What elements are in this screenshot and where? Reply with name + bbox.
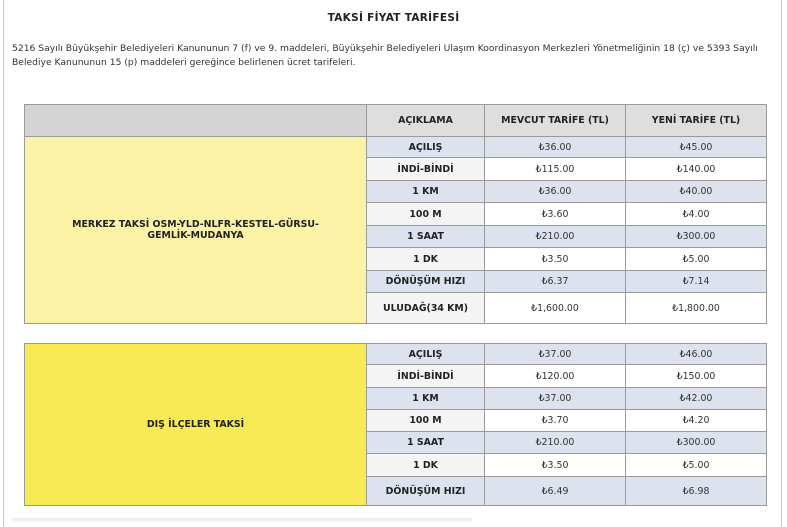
current-fare-value: ₺210.00 bbox=[485, 226, 626, 248]
tariff-row bbox=[25, 344, 767, 365]
current-fare-value: ₺3.70 bbox=[485, 410, 626, 432]
new-fare-value: ₺4.00 bbox=[626, 203, 767, 226]
new-fare-value: ₺46.00 bbox=[626, 344, 767, 365]
fare-item-label: 1 KM bbox=[367, 388, 485, 410]
taxi-zone-name: DIŞ İLÇELER TAKSİ bbox=[25, 344, 367, 506]
new-fare-value: ₺5.00 bbox=[626, 454, 767, 477]
intro-paragraph: 5216 Sayılı Büyükşehir Belediyeleri Kanununun 7 (f) ve 9. maddeleri, Büyükşehir Belediyeleri Ulaşım Koordinasyon Merkezleri Yönetmeliğinin 18 (ç) ve 5393 Sayılı Belediye Kanununun 15 (p) maddeleri gereğince belirlenen ücret tarifeleri. bbox=[12, 43, 758, 68]
fare-item-label: 100 M bbox=[367, 203, 485, 226]
fare-item-label: AÇILIŞ bbox=[367, 137, 485, 158]
current-fare-value: ₺6.49 bbox=[485, 477, 626, 506]
new-fare-value: ₺4.20 bbox=[626, 410, 767, 432]
footer-text-line bbox=[12, 518, 472, 522]
new-fare-value: ₺1,800.00 bbox=[626, 293, 767, 324]
current-fare-value: ₺36.00 bbox=[485, 181, 626, 203]
spacer-cell bbox=[25, 324, 767, 344]
group-spacer-row bbox=[25, 324, 767, 344]
new-fare-value: ₺42.00 bbox=[626, 388, 767, 410]
new-fare-value: ₺40.00 bbox=[626, 181, 767, 203]
current-fare-value: ₺36.00 bbox=[485, 137, 626, 158]
taxi-zone-name: MERKEZ TAKSİ OSM-YLD-NLFR-KESTEL-GÜRSU-GEMLİK-MUDANYA bbox=[25, 137, 367, 324]
header-current-tariff: MEVCUT TARİFE (TL) bbox=[485, 105, 626, 137]
fare-item-label: DÖNÜŞÜM HIZI bbox=[367, 271, 485, 293]
fare-item-label: 1 KM bbox=[367, 181, 485, 203]
fare-item-label: AÇILIŞ bbox=[367, 344, 485, 365]
fare-item-label: İNDİ-BİNDİ bbox=[367, 365, 485, 388]
current-fare-value: ₺37.00 bbox=[485, 344, 626, 365]
current-fare-value: ₺37.00 bbox=[485, 388, 626, 410]
header-blank-cell bbox=[25, 105, 367, 137]
current-fare-value: ₺115.00 bbox=[485, 158, 626, 181]
fare-item-label: DÖNÜŞÜM HIZI bbox=[367, 477, 485, 506]
header-new-tariff: YENİ TARİFE (TL) bbox=[626, 105, 767, 137]
fare-item-label: ULUDAĞ(34 KM) bbox=[367, 293, 485, 324]
current-fare-value: ₺3.50 bbox=[485, 454, 626, 477]
fare-item-label: 1 DK bbox=[367, 454, 485, 477]
tariff-row bbox=[25, 137, 767, 158]
new-fare-value: ₺300.00 bbox=[626, 432, 767, 454]
current-fare-value: ₺3.50 bbox=[485, 248, 626, 271]
current-fare-value: ₺6.37 bbox=[485, 271, 626, 293]
new-fare-value: ₺45.00 bbox=[626, 137, 767, 158]
new-fare-value: ₺5.00 bbox=[626, 248, 767, 271]
fare-item-label: 1 SAAT bbox=[367, 432, 485, 454]
fare-item-label: İNDİ-BİNDİ bbox=[367, 158, 485, 181]
current-fare-value: ₺210.00 bbox=[485, 432, 626, 454]
current-fare-value: ₺3.60 bbox=[485, 203, 626, 226]
current-fare-value: ₺120.00 bbox=[485, 365, 626, 388]
fare-item-label: 1 SAAT bbox=[367, 226, 485, 248]
fare-item-label: 100 M bbox=[367, 410, 485, 432]
new-fare-value: ₺140.00 bbox=[626, 158, 767, 181]
new-fare-value: ₺7.14 bbox=[626, 271, 767, 293]
new-fare-value: ₺300.00 bbox=[626, 226, 767, 248]
fare-item-label: 1 DK bbox=[367, 248, 485, 271]
page-title: TAKSİ FİYAT TARİFESİ bbox=[327, 12, 460, 24]
tariff-body bbox=[25, 137, 767, 506]
new-fare-value: ₺150.00 bbox=[626, 365, 767, 388]
new-fare-value: ₺6.98 bbox=[626, 477, 767, 506]
current-fare-value: ₺1,600.00 bbox=[485, 293, 626, 324]
header-description: AÇIKLAMA bbox=[367, 105, 485, 137]
tariff-table bbox=[24, 104, 767, 506]
